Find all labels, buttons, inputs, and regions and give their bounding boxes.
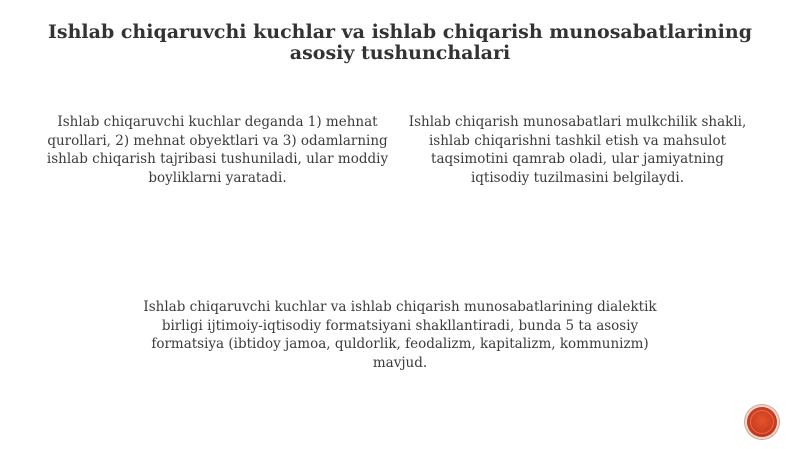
next-slide-button[interactable]: [747, 407, 777, 437]
right-text-block: Ishlab chiqarish munosabatlari mulkchilik shakli, ishlab chiqarishni tashkil etish va mahsulot taqsimotini qamrab oladi, ular jamiyatning iqtisodiy tuzilmasini belgilaydi.: [408, 114, 747, 186]
left-text-block: Ishlab chiqaruvchi kuchlar deganda 1) mehnat qurollari, 2) mehnat obyektlari va 3) odamlarning ishlab chiqarish tajribasi tushuniladi, ular moddiy boyliklarni yaratadi.: [46, 114, 389, 186]
next-slide-circle-icon: [750, 410, 774, 434]
slide-title: Ishlab chiqaruvchi kuchlar va ishlab chiqarish munosabatlarining asosiy tushunchalari: [48, 21, 752, 64]
bottom-text-block: Ishlab chiqaruvchi kuchlar va ishlab chiqarish munosabatlarining dialektik birligi ijtimoiy-iqtisodiy formatsiyani shakllantiradi, bunda 5 ta asosiy formatsiya (ibtidoy jamoa, quldorlik, feodalizm, kapitalizm, kommunizm) mavjud.: [143, 299, 657, 371]
